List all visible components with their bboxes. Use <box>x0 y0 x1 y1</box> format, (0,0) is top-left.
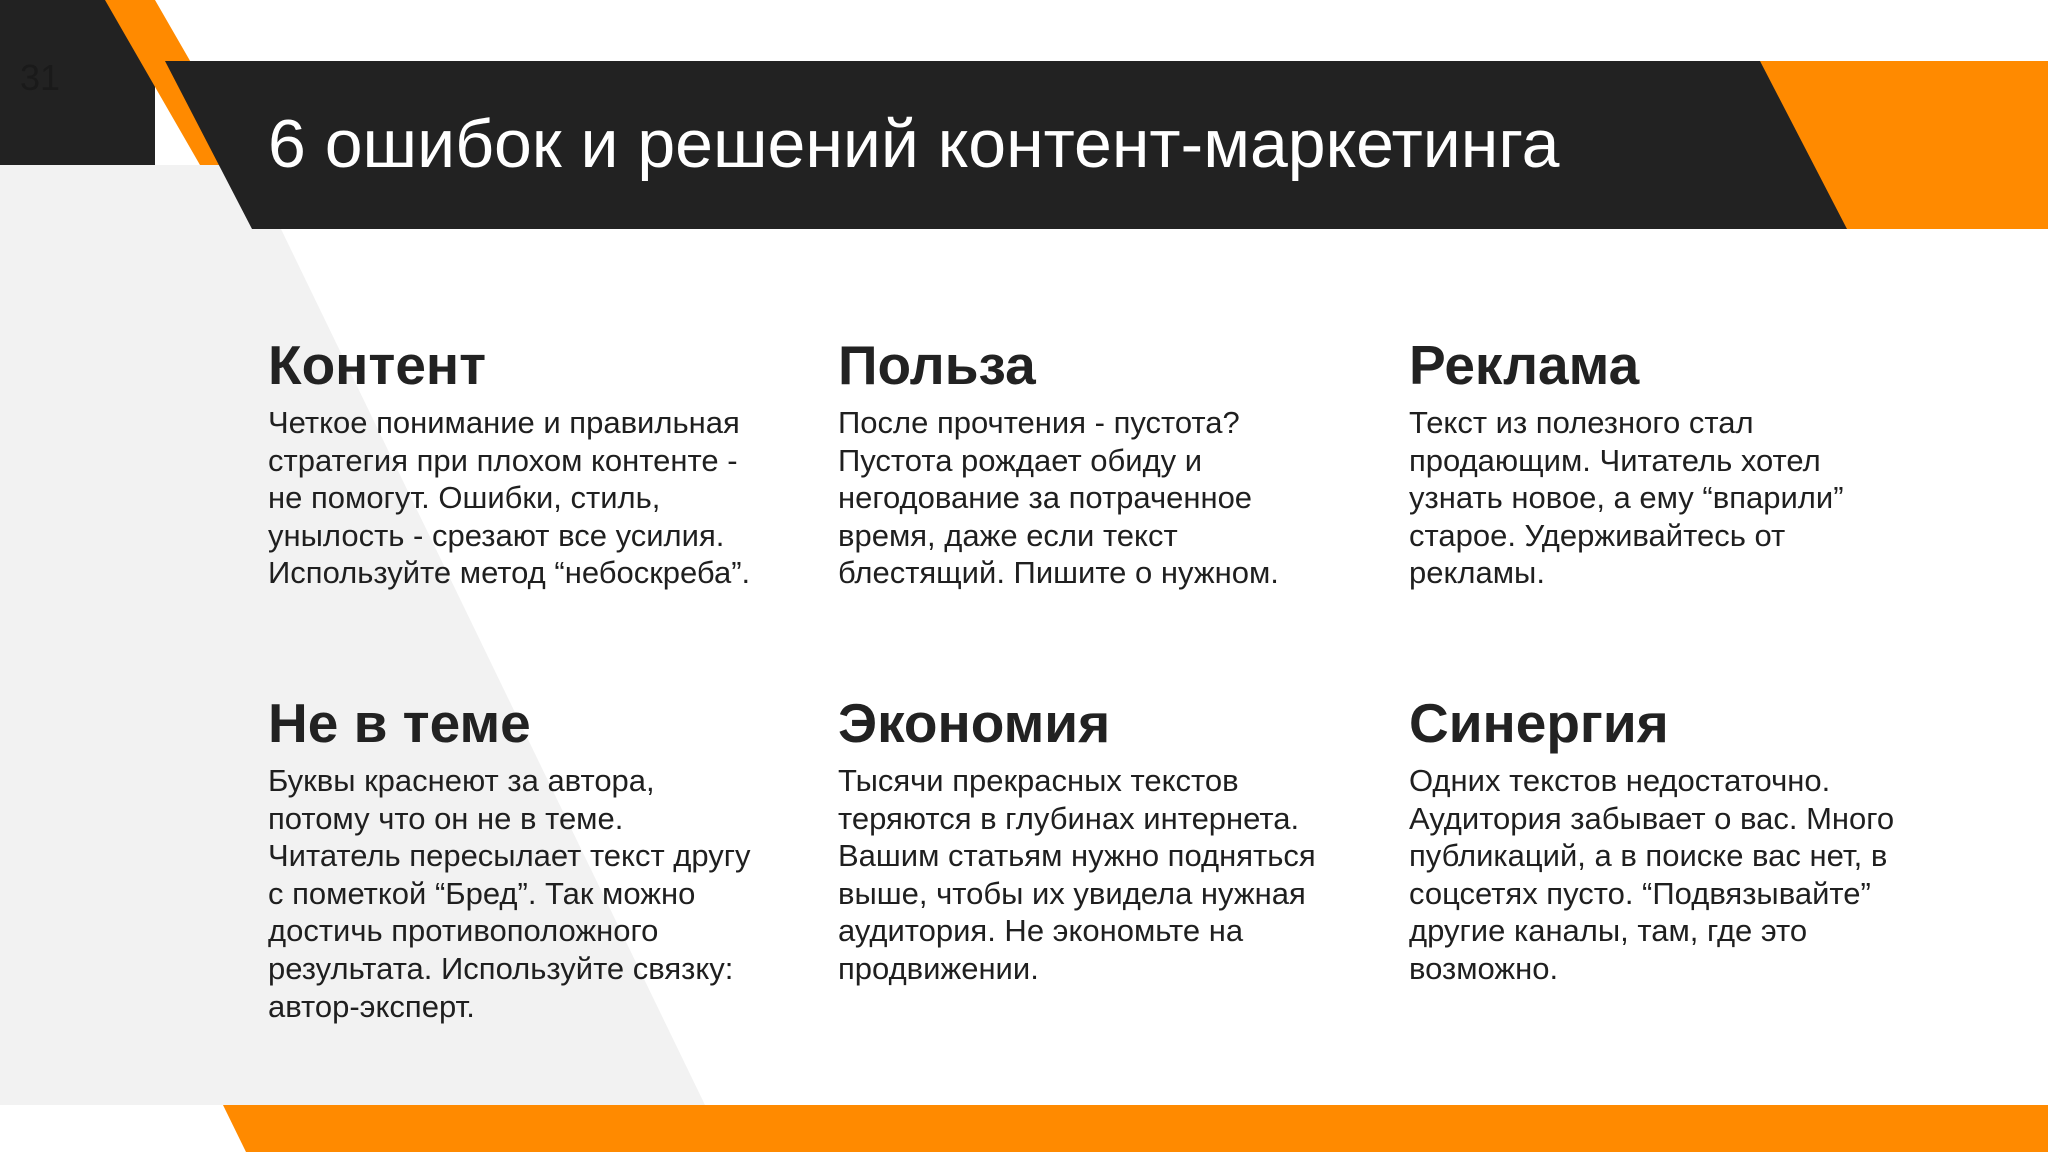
card-heading: Экономия <box>838 692 1111 754</box>
card-heading: Не в теме <box>268 692 531 754</box>
card-heading: Польза <box>838 334 1036 396</box>
card-text: Тысячи прекрасных текстов теряются в глубинах интернета. Вашим статьям нужно подняться выше, чтобы их увидела нужная аудитория. Не экономьте на продвижении. <box>838 763 1316 986</box>
card-text: Текст из полезного стал продающим. Читатель хотел узнать новое, а ему “впарили” старое. Удерживайтесь от рекламы. <box>1409 405 1844 591</box>
card-heading: Контент <box>268 334 487 396</box>
slide-title: 6 ошибок и решений контент-маркетинга <box>268 106 1560 182</box>
card-economy <box>838 692 1358 988</box>
card-text: Четкое понимание и правильная стратегия при плохом контенте - не помогут. Ошибки, стиль, унылость - срезают все усилия. Используйте метод “небоскреба”. <box>268 405 751 591</box>
card-text: Буквы краснеют за автора, потому что он не в теме. Читатель пересылает текст другу с пометкой “Бред”. Так можно достичь противоположного результата. Используйте связку: автор-эксперт. <box>268 763 751 1024</box>
card-advertising <box>1409 334 1929 592</box>
card-text: После прочтения - пустота? Пустота рождает обиду и негодование за потраченное время, даже если текст блестящий. Пишите о нужном. <box>838 405 1279 591</box>
slide-number: 31 <box>20 57 61 98</box>
card-off-topic <box>268 692 788 1025</box>
bottom-orange-band <box>223 1105 2048 1152</box>
card-synergy <box>1409 692 1929 988</box>
card-text: Одних текстов недостаточно. Аудитория забывает о вас. Много публикаций, а в поиске вас нет, в соцсетях пусто. “Подвязывайте” другие каналы, там, где это возможно. <box>1409 763 1895 986</box>
card-heading: Синергия <box>1409 692 1669 754</box>
card-heading: Реклама <box>1409 334 1640 396</box>
card-benefit <box>838 334 1358 592</box>
card-content <box>268 334 788 592</box>
